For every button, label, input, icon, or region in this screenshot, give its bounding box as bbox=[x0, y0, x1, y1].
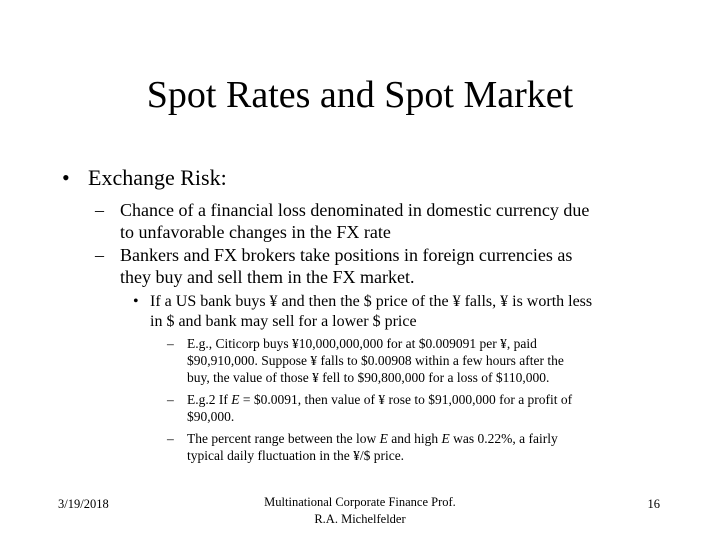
line: $90,000. bbox=[187, 409, 235, 424]
dash-bullet: – bbox=[95, 200, 104, 220]
footer-course: Multinational Corporate Finance Prof. bbox=[264, 495, 456, 509]
dash-bullet: – bbox=[167, 392, 174, 407]
line: Chance of a financial loss denominated in domestic currency due bbox=[120, 200, 590, 220]
text-run: = $0.0091, then value of ¥ rose to $91,000,000 for a profit of bbox=[239, 392, 573, 407]
line: in $ and bank may sell for a lower $ price bbox=[150, 313, 417, 330]
dash-bullet: – bbox=[167, 431, 174, 446]
line: Bankers and FX brokers take positions in foreign currencies as bbox=[120, 245, 573, 265]
line: E.g., Citicorp buys ¥10,000,000,000 for at $0.009091 per ¥, paid bbox=[187, 336, 537, 351]
text-run: was 0.22%, a fairly bbox=[449, 431, 558, 446]
page-number: 16 bbox=[647, 497, 660, 511]
dash-bullet: – bbox=[95, 245, 104, 265]
italic-e: E bbox=[379, 431, 388, 446]
text-run: E.g.2 If bbox=[187, 392, 232, 407]
text-run: and high bbox=[387, 431, 442, 446]
footer-author: R.A. Michelfelder bbox=[314, 512, 406, 526]
text-run: The percent range between the low bbox=[187, 431, 380, 446]
line bbox=[187, 391, 572, 408]
line: to unfavorable changes in the FX rate bbox=[120, 222, 391, 242]
italic-e: E bbox=[441, 431, 450, 446]
italic-e: E bbox=[231, 392, 240, 407]
bullet-dot: • bbox=[133, 293, 139, 310]
footer-date: 3/19/2018 bbox=[58, 497, 109, 511]
footer-presenter bbox=[200, 494, 520, 528]
bullet-dot: • bbox=[62, 165, 70, 190]
line: $90,910,000. Suppose ¥ falls to $0.00908 within a few hours after the bbox=[187, 353, 564, 368]
slide-title: Spot Rates and Spot Market bbox=[146, 74, 574, 116]
dash-bullet: – bbox=[167, 336, 174, 351]
line: buy, the value of those ¥ fell to $90,800,000 for a loss of $110,000. bbox=[187, 370, 550, 385]
line: If a US bank buys ¥ and then the $ price of the ¥ falls, ¥ is worth less bbox=[150, 293, 593, 310]
line bbox=[187, 430, 558, 447]
line: typical daily fluctuation in the ¥/$ price. bbox=[187, 448, 405, 463]
line: they buy and sell them in the FX market. bbox=[120, 267, 415, 287]
bullet-text: Exchange Risk: bbox=[88, 165, 227, 190]
